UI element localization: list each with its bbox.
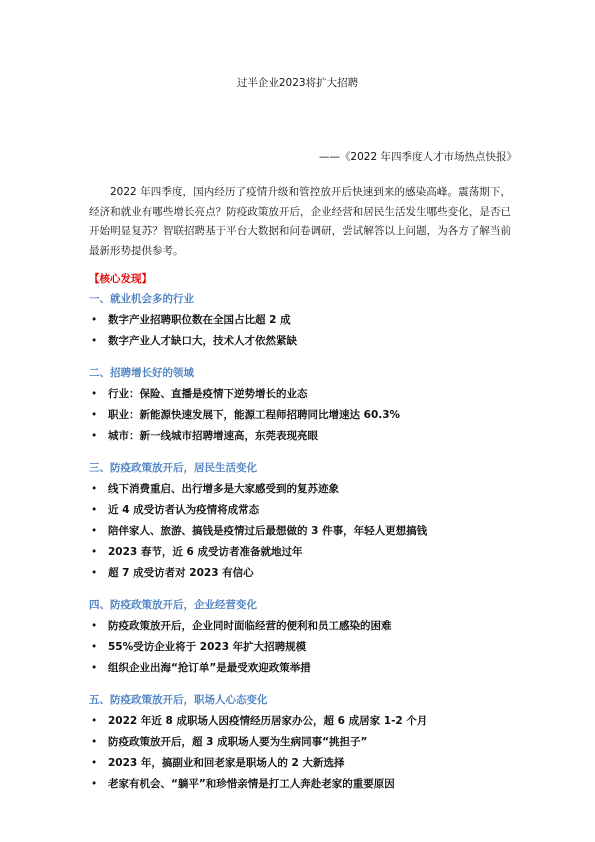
findings-section — [89, 461, 519, 580]
list-item-text: 防疫政策放开后，超 3 成职场人要为生病同事“挑担子” — [108, 736, 368, 748]
section-heading: 一、就业机会多的行业 — [89, 293, 194, 305]
bullet-list — [89, 387, 519, 443]
source-citation: ——《2022 年四季度人才市场热点快报》 — [318, 151, 517, 163]
bullet-icon: • — [91, 525, 98, 537]
list-item-text: 55%受访企业将于 2023 年扩大招聘规模 — [108, 641, 307, 653]
core-findings — [89, 272, 519, 791]
list-item — [89, 482, 519, 496]
bullet-icon: • — [91, 757, 98, 769]
list-item — [89, 619, 519, 633]
list-item — [89, 387, 519, 401]
findings-section — [89, 693, 519, 791]
section-heading: 三、防疫政策放开后，居民生活变化 — [89, 462, 257, 474]
bullet-icon: • — [91, 715, 98, 727]
list-item — [89, 714, 519, 728]
list-item — [89, 503, 519, 517]
list-item-text: 2023 年，搞副业和回老家是职场人的 2 大新选择 — [108, 757, 345, 769]
list-item-text: 近 4 成受访者认为疫情将成常态 — [108, 504, 260, 516]
bullet-icon: • — [91, 314, 98, 326]
bullet-icon: • — [91, 620, 98, 632]
findings-section — [89, 598, 519, 675]
bullet-icon: • — [91, 335, 98, 347]
list-item — [89, 661, 519, 675]
list-item-text: 防疫政策放开后，企业同时面临经营的便利和员工感染的困难 — [108, 620, 392, 632]
list-item — [89, 334, 519, 348]
list-item-text: 超 7 成受访者对 2023 有信心 — [108, 567, 254, 579]
list-item — [89, 524, 519, 538]
section-heading: 二、招聘增长好的领域 — [89, 367, 194, 379]
bullet-icon: • — [91, 567, 98, 579]
list-item-text: 组织企业出海“抢订单”是最受欢迎政策举措 — [108, 662, 311, 674]
list-item — [89, 313, 519, 327]
list-item — [89, 545, 519, 559]
findings-sections — [89, 292, 519, 791]
list-item-text: 数字产业招聘职位数在全国占比超 2 成 — [108, 314, 291, 326]
bullet-icon: • — [91, 778, 98, 790]
bullet-icon: • — [91, 736, 98, 748]
bullet-icon: • — [91, 388, 98, 400]
list-item — [89, 756, 519, 770]
list-item-text: 职业：新能源快速发展下，能源工程师招聘同比增速达 60.3% — [108, 409, 401, 421]
bullet-icon: • — [91, 409, 98, 421]
bullet-list — [89, 619, 519, 675]
bullet-icon: • — [91, 641, 98, 653]
list-item — [89, 735, 519, 749]
list-item-text: 数字产业人才缺口大，技术人才依然紧缺 — [108, 335, 297, 347]
intro-paragraph: 2022 年四季度，国内经历了疫情升级和管控放开后快速到来的感染高峰。震荡期下，经济和就业有哪些增长亮点？防疫政策放开后，企业经营和居民生活发生哪些变化，是否已开始明显复苏？智联招聘基于平台大数据和问卷调研，尝试解答以上问题，为各方了解当前最新形势提供参考。 — [89, 186, 511, 257]
list-item-text: 行业：保险、直播是疫情下逆势增长的业态 — [108, 388, 308, 400]
list-item — [89, 429, 519, 443]
bullet-icon: • — [91, 662, 98, 674]
core-findings-heading: 【核心发现】 — [89, 273, 152, 285]
section-heading: 四、防疫政策放开后，企业经营变化 — [89, 599, 257, 611]
list-item-text: 2022 年近 8 成职场人因疫情经历居家办公，超 6 成居家 1-2 个月 — [108, 715, 428, 727]
bullet-list — [89, 714, 519, 791]
findings-section — [89, 366, 519, 443]
list-item-text: 2023 春节，近 6 成受访者准备就地过年 — [108, 546, 303, 558]
list-item-text: 陪伴家人、旅游、搞钱是疫情过后最想做的 3 件事，年轻人更想搞钱 — [108, 525, 428, 537]
bullet-icon: • — [91, 504, 98, 516]
list-item — [89, 777, 519, 791]
list-item-text: 城市：新一线城市招聘增速高，东莞表现亮眼 — [108, 430, 318, 442]
list-item-text: 老家有机会、“躺平”和珍惜亲情是打工人奔赴老家的重要原因 — [108, 778, 395, 790]
list-item-text: 线下消费重启、出行增多是大家感受到的复苏迹象 — [108, 483, 339, 495]
bullet-icon: • — [91, 483, 98, 495]
list-item — [89, 408, 519, 422]
bullet-list — [89, 482, 519, 580]
bullet-icon: • — [91, 430, 98, 442]
document-title: 过半企业2023将扩大招聘 — [236, 77, 359, 89]
findings-section — [89, 292, 519, 348]
bullet-icon: • — [91, 546, 98, 558]
bullet-list — [89, 313, 519, 348]
section-heading: 五、防疫政策放开后，职场人心态变化 — [89, 694, 268, 706]
list-item — [89, 640, 519, 654]
list-item — [89, 566, 519, 580]
